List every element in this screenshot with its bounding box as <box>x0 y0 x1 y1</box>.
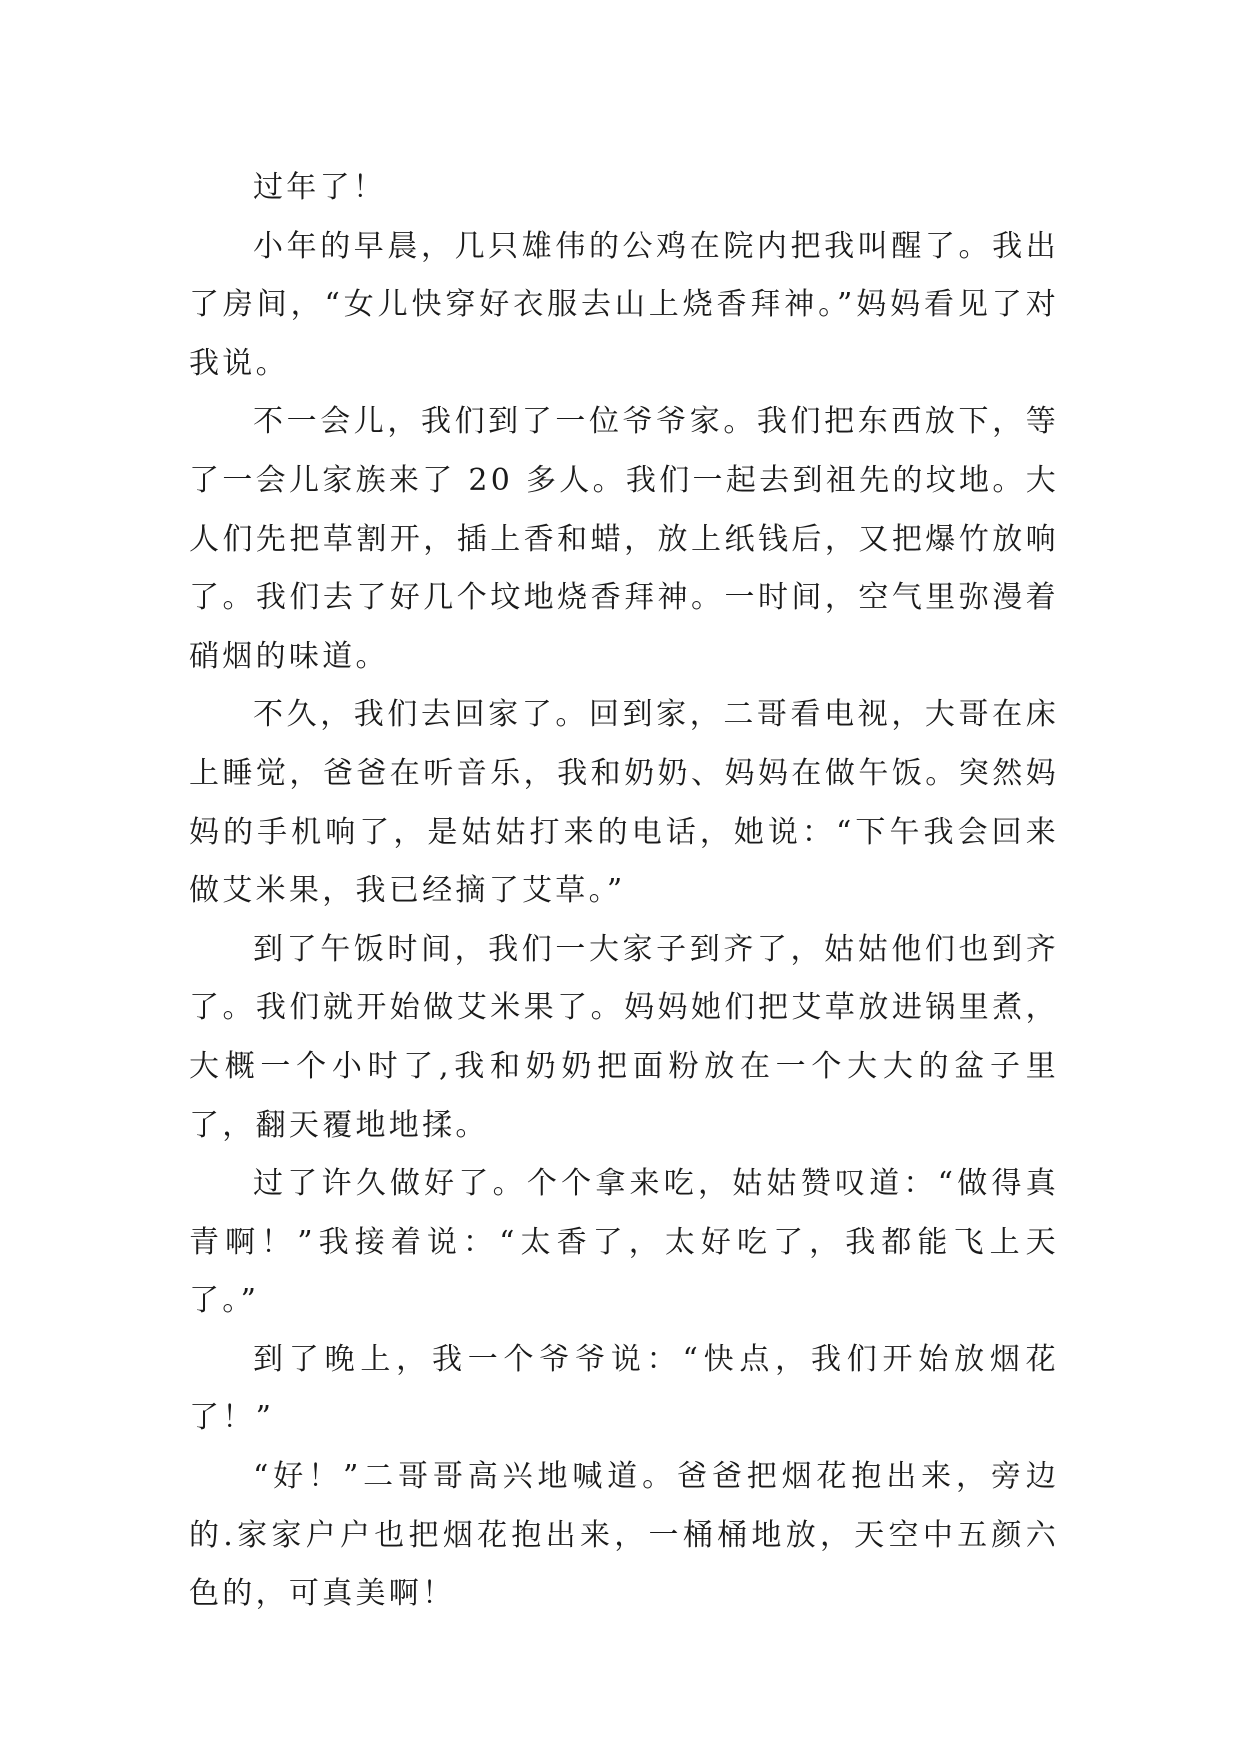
paragraph-7: 到了晚上，我一个爷爷说：“快点，我们开始放烟花了！” <box>189 1341 1059 1436</box>
paragraph-6: 过了许久做好了。个个拿来吃，姑姑赞叹道：“做得真青啊！”我接着说：“太香了，太好吃了，我都能飞上天了。” <box>189 1166 1059 1319</box>
paragraph-5: 到了午饭时间，我们一大家子到齐了，姑姑他们也到齐了。我们就开始做艾米果了。妈妈她们把艾草放进锅里煮，大概一个小时了,我和奶奶把面粉放在一个大大的盆子里了，翻天覆地地揉。 <box>189 931 1059 1143</box>
paragraph-1: 过年了！ <box>253 170 387 205</box>
document-body <box>189 159 1059 1624</box>
paragraph-3: 不一会儿，我们到了一位爷爷家。我们把东西放下，等了一会儿家族来了 20 多人。我们一起去到祖先的坟地。大人们先把草割开，插上香和蜡，放上纸钱后，又把爆竹放响了。我们去了好几个坟地烧香拜神。一时间，空气里弥漫着硝烟的味道。 <box>189 404 1059 674</box>
paragraph-2: 小年的早晨，几只雄伟的公鸡在院内把我叫醒了。我出了房间，“女儿快穿好衣服去山上烧香拜神。”妈妈看见了对我说。 <box>189 228 1059 381</box>
paragraph-8: “好！”二哥哥高兴地喊道。爸爸把烟花抱出来，旁边的.家家户户也把烟花抱出来，一桶桶地放，天空中五颜六色的，可真美啊！ <box>189 1459 1059 1612</box>
paragraph-4: 不久，我们去回家了。回到家，二哥看电视，大哥在床上睡觉，爸爸在听音乐，我和奶奶、妈妈在做午饭。突然妈妈的手机响了，是姑姑打来的电话，她说：“下午我会回来做艾米果，我已经摘了艾草。” <box>189 697 1059 909</box>
